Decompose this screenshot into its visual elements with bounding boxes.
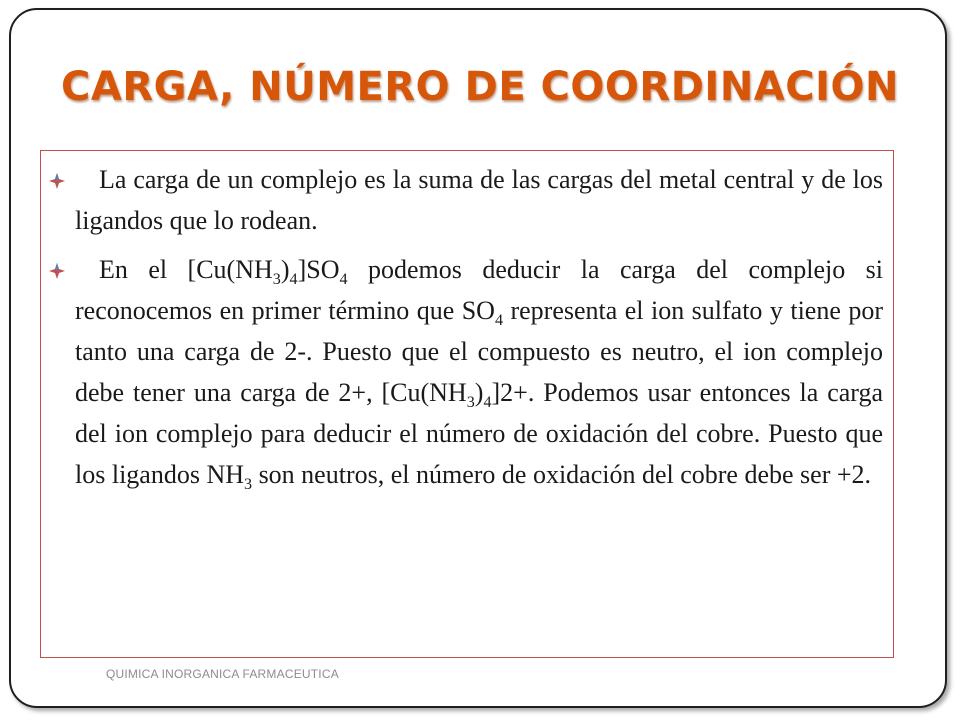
bullet-item [75, 159, 883, 241]
subscript: 3 [466, 393, 475, 411]
text-segment: podemos deducir la carga del complejo si reconocemos en primer término que SO [75, 255, 884, 325]
diamond-bullet-icon [49, 173, 65, 189]
subscript: 4 [483, 393, 492, 411]
bullet-text [75, 255, 884, 493]
bullet-item [75, 249, 883, 495]
subscript: 4 [339, 270, 348, 288]
text-segment: ) [474, 378, 484, 407]
subscript: 4 [494, 311, 504, 329]
text-segment: ) [280, 255, 290, 284]
content-box [40, 150, 894, 658]
text-segment: representa el ion sulfato y tiene por tanto una carga de 2-. Puesto que el compuesto es neutro, el ion complejo debe tener una carga de 2+, [Cu(NH [75, 296, 883, 407]
slide-title: CARGA, NÚMERO DE COORDINACIÓN [61, 64, 899, 110]
bullet-text: La carga de un complejo es la suma de las cargas del metal central y de los ligandos que lo rodean. [75, 165, 883, 235]
text-segment: En el [Cu(NH [99, 255, 273, 284]
slide-footer: QUIMICA INORGANICA FARMACEUTICA [106, 667, 339, 681]
subscript: 4 [289, 270, 298, 288]
text-segment: ]2+. Podemos usar entonces la carga del ion complejo para deducir el número de oxidación del cobre. Puesto que los ligandos NH [75, 378, 884, 489]
diamond-bullet-icon [49, 263, 65, 279]
text-segment: ]SO [297, 255, 340, 284]
subscript: 3 [272, 270, 281, 288]
subscript: 3 [244, 475, 253, 493]
text-segment: son neutros, el número de oxidación del cobre debe ser +2. [252, 460, 872, 489]
